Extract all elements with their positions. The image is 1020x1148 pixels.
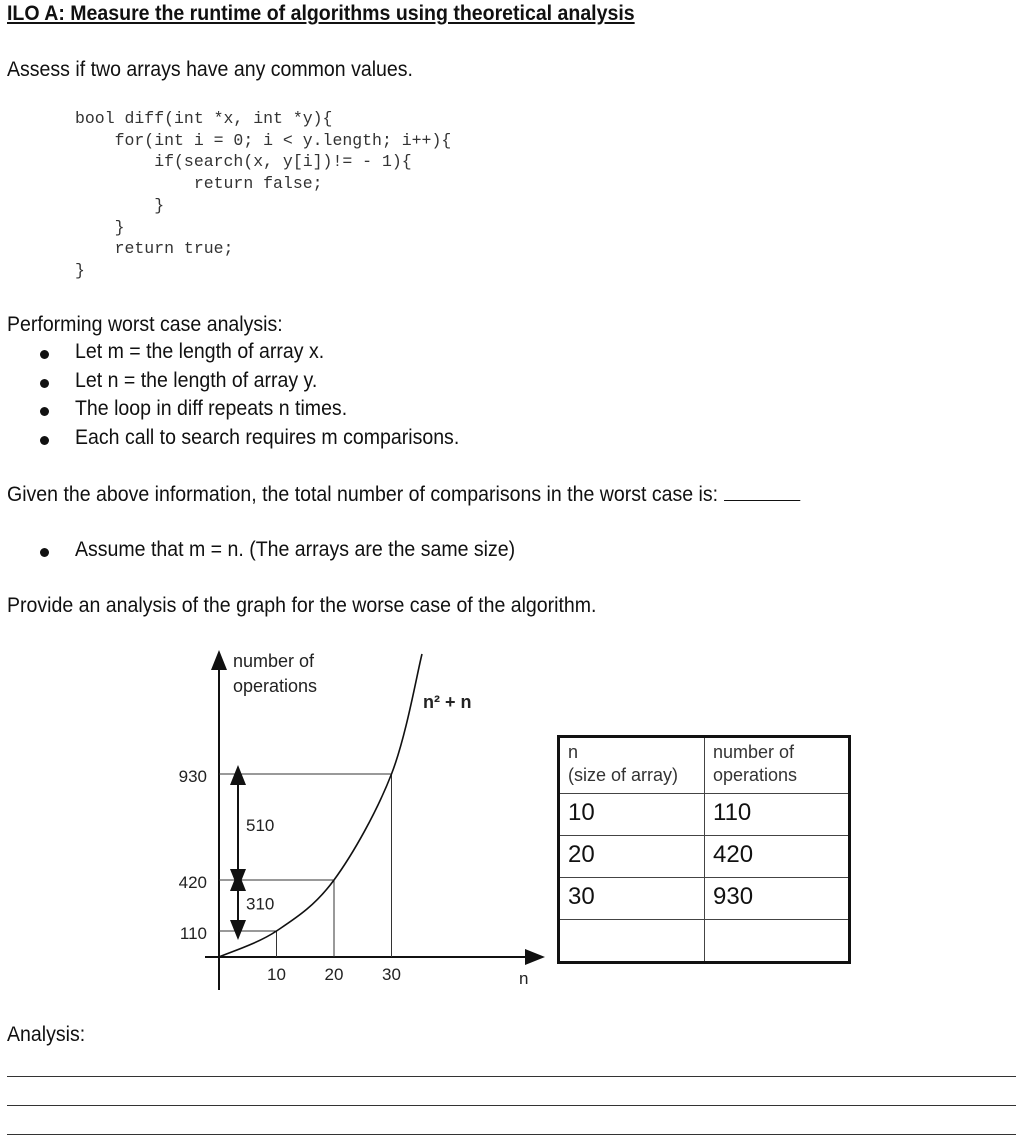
code-line: if(search(x, y[i])!= - 1){ bbox=[75, 152, 412, 172]
y-tick-label: 110 bbox=[179, 924, 207, 943]
x-tick-label: 20 bbox=[324, 965, 344, 984]
bullet-icon bbox=[40, 407, 49, 416]
header-n: n (size of array) bbox=[559, 737, 705, 794]
y-tick-label: 930 bbox=[178, 767, 207, 786]
code-line: } bbox=[75, 195, 165, 215]
x-tick-label: 30 bbox=[382, 965, 401, 984]
code-line: for(int i = 0; i < y.length; i++){ bbox=[75, 130, 452, 150]
code-block bbox=[75, 108, 451, 282]
table-header-row bbox=[559, 737, 850, 794]
bullet-icon bbox=[40, 379, 49, 388]
code-line: } bbox=[75, 217, 125, 237]
bullet-icon bbox=[40, 548, 49, 557]
bullet-icon bbox=[40, 436, 49, 445]
x-tick-label: 10 bbox=[267, 965, 286, 984]
answer-line[interactable] bbox=[7, 1105, 1016, 1106]
code-line: return true; bbox=[75, 239, 234, 259]
table-row: 10 110 bbox=[559, 794, 850, 836]
page-title: ILO A: Measure the runtime of algorithms using theoretical analysis bbox=[7, 2, 635, 25]
header-operations: number of operations bbox=[705, 737, 850, 794]
curve-label: n² + n bbox=[423, 692, 472, 712]
runtime-graph bbox=[150, 640, 550, 1000]
analysis-intro: Performing worst case analysis: bbox=[7, 313, 283, 336]
code-line: bool diff(int *x, int *y){ bbox=[75, 109, 333, 128]
difference-label: 510 bbox=[246, 816, 275, 835]
analysis-label: Analysis: bbox=[7, 1023, 86, 1046]
code-line: } bbox=[75, 260, 85, 280]
difference-label: 310 bbox=[246, 894, 275, 914]
table-row: 30 930 bbox=[559, 878, 850, 920]
answer-blank[interactable] bbox=[724, 482, 800, 501]
question-text: Given the above information, the total number of comparisons in the worst case is: bbox=[7, 482, 800, 507]
bullet-icon bbox=[40, 350, 49, 359]
answer-line[interactable] bbox=[7, 1134, 1016, 1135]
y-tick-label: 420 bbox=[178, 873, 207, 892]
code-line: return false; bbox=[75, 174, 323, 194]
table-row: 20 420 bbox=[559, 836, 850, 878]
table-row bbox=[559, 920, 850, 963]
y-axis-label-line2: operations bbox=[233, 676, 318, 696]
task-statement: Assess if two arrays have any common values. bbox=[7, 58, 413, 81]
x-axis-label: n bbox=[519, 969, 529, 988]
y-axis-label-line1: number of bbox=[233, 651, 315, 671]
operations-table bbox=[557, 735, 851, 964]
assumption-item: Assume that m = n. (The arrays are the same size) bbox=[40, 538, 1020, 567]
answer-line[interactable] bbox=[7, 1076, 1016, 1077]
graph-prompt: Provide an analysis of the graph for the worse case of the algorithm. bbox=[7, 594, 597, 617]
